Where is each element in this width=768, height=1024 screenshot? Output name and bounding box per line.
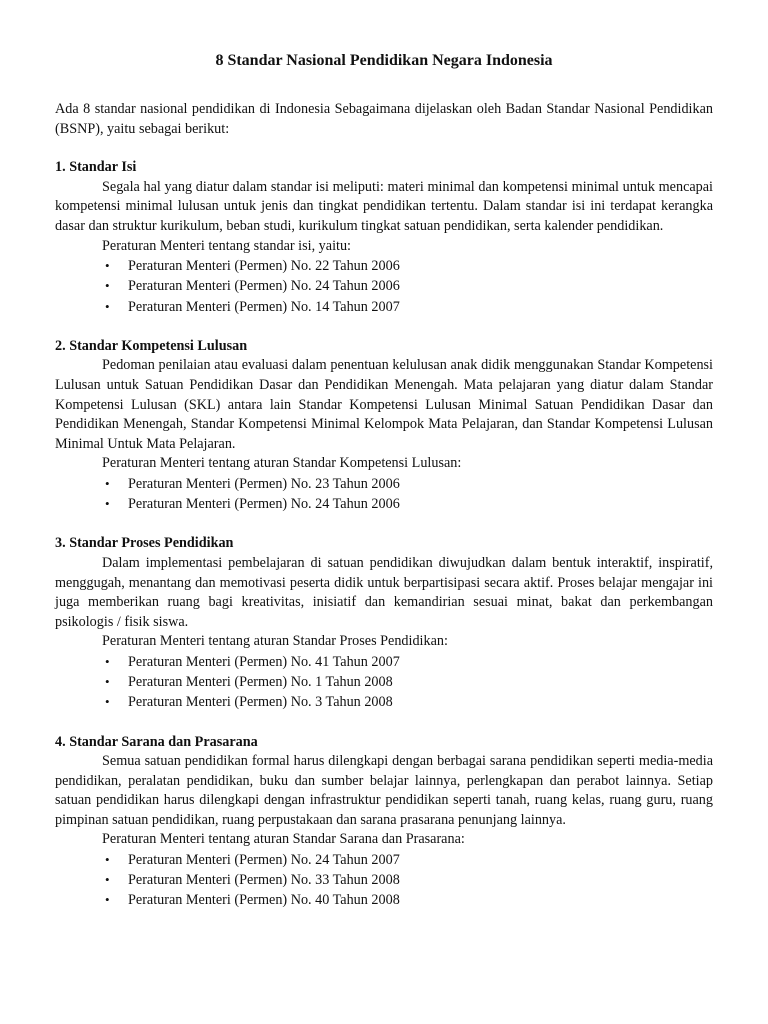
regulation-text: Peraturan Menteri (Permen) No. 14 Tahun 2007 <box>128 298 400 315</box>
section-heading: 1. Standar Isi <box>55 159 137 176</box>
section-body: Segala hal yang diatur dalam standar isi meliputi: materi minimal dan kompetensi minimal untuk mencapai kompetensi minimal lulusan untuk jenis dan tingkat pendidikan tertentu. Dalam standar isi ini terdapat kerangka dasar dan struktur kurikulum, beban studi, kurikulum tingkat satuan pendidikan, serta kalender pendidikan. <box>55 178 713 234</box>
regulation-item <box>55 256 713 276</box>
bullet-icon: • <box>105 278 110 294</box>
regulation-title: Peraturan Menteri tentang standar isi, yaitu: <box>102 237 351 254</box>
bullet-icon: • <box>105 892 110 908</box>
regulation-item <box>55 850 713 870</box>
regulation-text: Peraturan Menteri (Permen) No. 24 Tahun 2007 <box>128 852 400 869</box>
regulation-list <box>55 474 713 514</box>
regulation-item <box>55 870 713 890</box>
regulation-item <box>55 692 713 712</box>
section-body: Semua satuan pendidikan formal harus dilengkapi dengan berbagai sarana pendidikan seperti media-media pendidikan, peralatan pendidikan, buku dan sumber belajar lainnya, perlengkapan dan perabot lainnya. Setiap satuan pendidikan harus dilengkapi dengan infrastruktur pendidikan seperti tanah, ruang kelas, ruang guru, ruang pimpinan satuan pendidikan, ruang perpustakaan dan sarana prasarana penunjang lainnya. <box>55 753 713 828</box>
regulation-text: Peraturan Menteri (Permen) No. 1 Tahun 2008 <box>128 674 393 691</box>
section <box>55 158 713 317</box>
regulation-text: Peraturan Menteri (Permen) No. 41 Tahun 2007 <box>128 653 400 670</box>
bullet-icon: • <box>105 496 110 512</box>
regulation-list <box>55 652 713 713</box>
regulation-list <box>55 256 713 317</box>
regulation-item <box>55 652 713 672</box>
regulation-text: Peraturan Menteri (Permen) No. 40 Tahun 2008 <box>128 892 400 909</box>
regulation-item <box>55 297 713 317</box>
bullet-icon: • <box>105 852 110 868</box>
regulation-text: Peraturan Menteri (Permen) No. 24 Tahun 2006 <box>128 278 400 295</box>
section-heading: 4. Standar Sarana dan Prasarana <box>55 733 258 750</box>
regulation-text: Peraturan Menteri (Permen) No. 23 Tahun 2006 <box>128 475 400 492</box>
section-heading: 3. Standar Proses Pendidikan <box>55 535 234 552</box>
sections-container <box>55 158 713 910</box>
bullet-icon: • <box>105 475 110 491</box>
regulation-title: Peraturan Menteri tentang aturan Standar Sarana dan Prasarana: <box>102 831 465 848</box>
bullet-icon: • <box>105 653 110 669</box>
bullet-icon: • <box>105 298 110 314</box>
bullet-icon: • <box>105 674 110 690</box>
section-body: Dalam implementasi pembelajaran di satuan pendidikan diwujudkan dalam bentuk interaktif, inspiratif, menggugah, menantang dan memotivasi peserta didik untuk berpartisipasi secara aktif. Proses belajar mengajar ini juga memberikan ruang bagi kreativitas, inisiatif dan kemandirian sesuai minat, bakat dan perkembangan psikologis / fisik siswa. <box>55 554 713 630</box>
regulation-text: Peraturan Menteri (Permen) No. 22 Tahun 2006 <box>128 258 400 275</box>
regulation-text: Peraturan Menteri (Permen) No. 3 Tahun 2008 <box>128 694 393 711</box>
regulation-item <box>55 276 713 296</box>
document-title: 8 Standar Nasional Pendidikan Negara Indonesia <box>215 52 553 69</box>
bullet-icon: • <box>105 694 110 710</box>
section <box>55 733 713 911</box>
regulation-title: Peraturan Menteri tentang aturan Standar Proses Pendidikan: <box>102 633 448 650</box>
bullet-icon: • <box>105 258 110 274</box>
regulation-item <box>55 494 713 514</box>
regulation-text: Peraturan Menteri (Permen) No. 24 Tahun 2006 <box>128 496 400 513</box>
section <box>55 337 713 515</box>
regulation-item <box>55 474 713 494</box>
regulation-title: Peraturan Menteri tentang aturan Standar Kompetensi Lulusan: <box>102 455 462 472</box>
section-heading: 2. Standar Kompetensi Lulusan <box>55 337 248 354</box>
regulation-item <box>55 672 713 692</box>
regulation-text: Peraturan Menteri (Permen) No. 33 Tahun 2008 <box>128 872 400 889</box>
regulation-list <box>55 850 713 911</box>
regulation-item <box>55 890 713 910</box>
section-body: Pedoman penilaian atau evaluasi dalam penentuan kelulusan anak didik menggunakan Standar Kompetensi Lulusan untuk Satuan Pendidikan Dasar dan Pendidikan Menengah. Mata pelajaran yang diatur dalam Standar Kompetensi Lulusan (SKL) antara lain Standar Kompetensi Lulusan Minimal Satuan Pendidikan Dasar dan Pendidikan Menengah, Standar Kompetensi Minimal Kelompok Mata Pelajaran, dan Standar Kompetensi Lulusan Minimal Untuk Mata Pelajaran. <box>55 357 713 452</box>
intro-paragraph: Ada 8 standar nasional pendidikan di Indonesia Sebagaimana dijelaskan oleh Badan Standar Nasional Pendidikan (BSNP), yaitu sebagai berikut: <box>55 101 713 137</box>
bullet-icon: • <box>105 872 110 888</box>
section <box>55 534 713 712</box>
